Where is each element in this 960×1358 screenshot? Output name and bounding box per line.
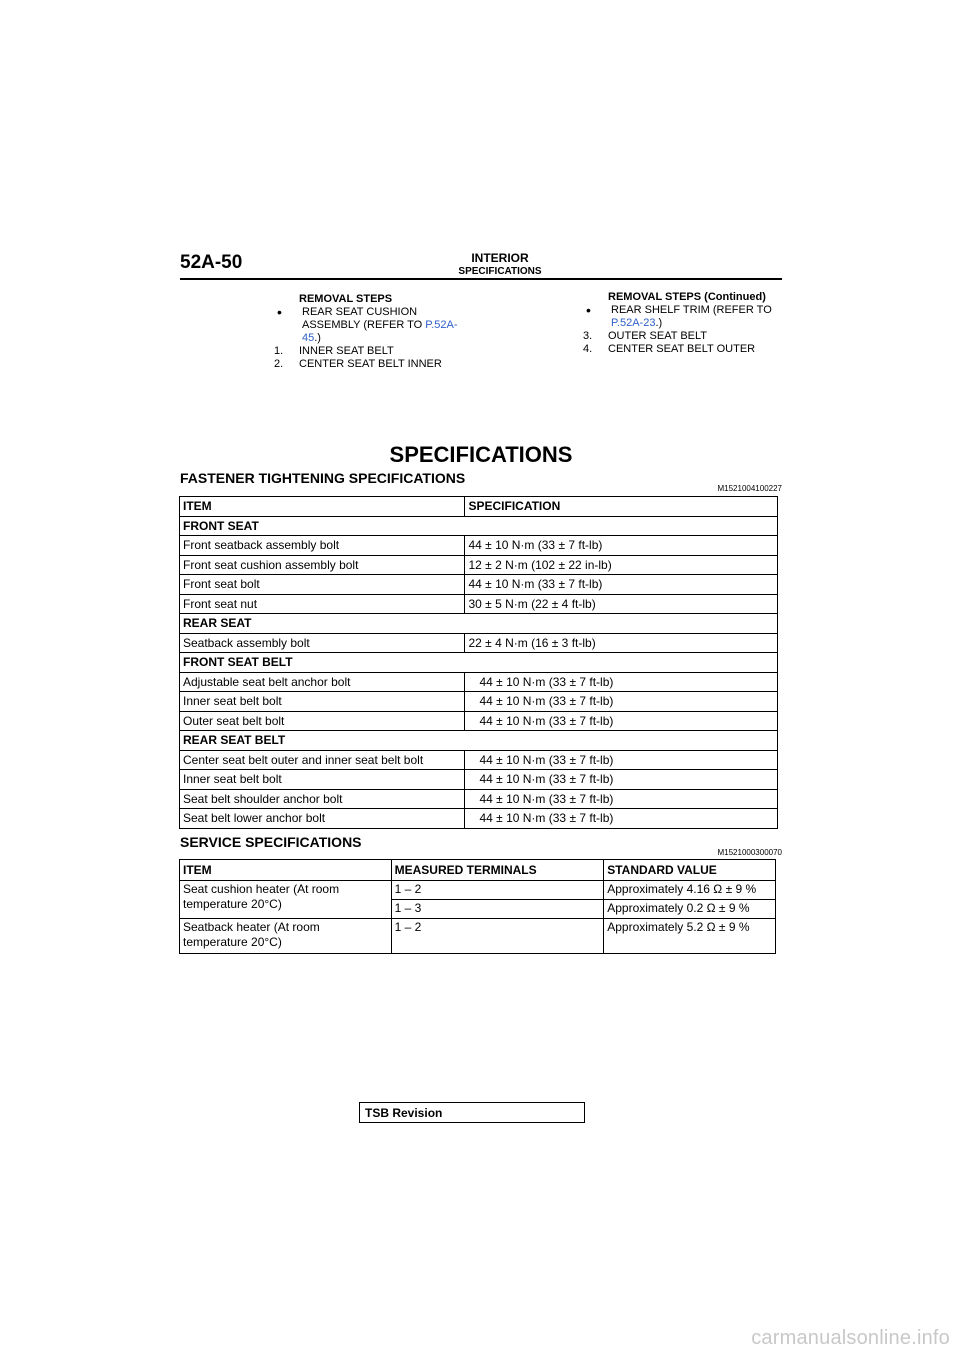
step-number: 1. [274,345,284,357]
item-cell: Seat belt shoulder anchor bolt [180,789,465,809]
page-number: 52A-50 [180,252,243,273]
group-name: REAR SEAT BELT [180,731,778,751]
item-cell: Seatback assembly bolt [180,633,465,653]
bullet-marker: • [277,304,282,320]
item-cell: Seat cushion heater (At room temperature 20°C) [180,881,392,919]
item-cell: Seat belt lower anchor bolt [180,809,465,829]
fastener-section-title: FASTENER TIGHTENING SPECIFICATIONS [180,470,466,486]
item-cell: Front seat bolt [180,575,465,595]
service-section-code: M1521000300070 [717,848,782,857]
group-row [180,614,778,634]
terminals-cell: 1 – 2 [391,881,604,900]
removal-step [274,306,474,345]
section-title: INTERIOR [471,251,529,265]
removal-step-suffix: .) [314,332,321,344]
spec-cell: 44 ± 10 N·m (33 ± 7 ft-lb) [465,770,778,790]
table-row [180,594,778,614]
removal-step-text: OUTER SEAT BELT [608,330,708,342]
service-section-title: SERVICE SPECIFICATIONS [180,834,362,850]
removal-step-text: INNER SEAT BELT [299,345,394,357]
table-header-row [180,860,776,881]
table-header-cell: ITEM [180,497,465,517]
removal-step [274,358,474,371]
spec-cell: 12 ± 2 N·m (102 ± 22 in-lb) [465,555,778,575]
main-title: SPECIFICATIONS [389,442,573,467]
page-reference-link[interactable]: P.52A-23 [611,317,656,329]
group-row [180,731,778,751]
table-header-cell: ITEM [180,860,392,881]
table-header-row [180,497,778,517]
removal-step-suffix: .) [655,317,663,329]
item-cell: Center seat belt outer and inner seat belt bolt [180,750,465,770]
removal-step-text: REAR SHELF TRIM (REFER TO [611,304,772,316]
page-reference-link[interactable]: P.52A-45 [302,319,458,344]
table-header-cell: STANDARD VALUE [604,860,776,881]
spec-cell: 44 ± 10 N·m (33 ± 7 ft-lb) [465,809,778,829]
section-subtitle: SPECIFICATIONS [458,266,542,277]
removal-step [583,330,783,343]
table-row [180,711,778,731]
fastener-section-code: M1521004100227 [717,484,782,493]
table-row [180,575,778,595]
removal-step [274,345,474,358]
item-cell: Front seatback assembly bolt [180,536,465,556]
spec-cell: 30 ± 5 N·m (22 ± 4 ft-lb) [465,594,778,614]
table-row [180,672,778,692]
header-rule [180,278,782,280]
table-row [180,919,776,954]
spec-cell: 44 ± 10 N·m (33 ± 7 ft-lb) [465,672,778,692]
item-cell: Front seat nut [180,594,465,614]
watermark: carmanualsonline.info [751,1327,950,1349]
spec-cell: 44 ± 10 N·m (33 ± 7 ft-lb) [465,536,778,556]
table-row [180,770,778,790]
terminals-cell: 1 – 2 [391,919,604,954]
item-cell: Inner seat belt bolt [180,770,465,790]
table-row [180,633,778,653]
table-row [180,809,778,829]
spec-cell: 44 ± 10 N·m (33 ± 7 ft-lb) [465,750,778,770]
standard-value-cell: Approximately 5.2 Ω ± 9 % [604,919,776,954]
item-cell: Seatback heater (At room temperature 20°C) [180,919,392,954]
table-header-cell: MEASURED TERMINALS [391,860,604,881]
tsb-revision-box: TSB Revision [359,1102,585,1123]
bullet-marker: • [586,302,591,318]
terminals-cell: 1 – 3 [391,900,604,919]
spec-cell: 22 ± 4 N·m (16 ± 3 ft-lb) [465,633,778,653]
removal-step-text: CENTER SEAT BELT OUTER [608,343,756,355]
table-row [180,536,778,556]
standard-value-cell: Approximately 0.2 Ω ± 9 % [604,900,776,919]
removal-step [583,343,783,356]
removal-steps-title: REMOVAL STEPS [299,293,393,305]
table-row [180,789,778,809]
group-name: FRONT SEAT [180,516,778,536]
spec-cell: 44 ± 10 N·m (33 ± 7 ft-lb) [465,711,778,731]
fastener-table [179,496,778,829]
removal-steps-title: REMOVAL STEPS (Continued) [608,291,766,303]
removal-steps-left [274,293,474,371]
group-name: FRONT SEAT BELT [180,653,778,673]
group-row [180,516,778,536]
step-number: 4. [583,343,593,355]
step-number: 2. [274,358,284,370]
removal-steps-right [583,291,783,356]
table-row [180,881,776,900]
table-row [180,692,778,712]
group-name: REAR SEAT [180,614,778,634]
removal-step [583,304,783,330]
item-cell: Front seat cushion assembly bolt [180,555,465,575]
item-cell: Outer seat belt bolt [180,711,465,731]
removal-step-text: CENTER SEAT BELT INNER [299,358,442,370]
table-header-cell: SPECIFICATION [465,497,778,517]
item-cell: Inner seat belt bolt [180,692,465,712]
spec-cell: 44 ± 10 N·m (33 ± 7 ft-lb) [465,789,778,809]
standard-value-cell: Approximately 4.16 Ω ± 9 % [604,881,776,900]
step-number: 3. [583,330,593,342]
table-row [180,555,778,575]
group-row [180,653,778,673]
spec-cell: 44 ± 10 N·m (33 ± 7 ft-lb) [465,692,778,712]
table-row [180,750,778,770]
spec-cell: 44 ± 10 N·m (33 ± 7 ft-lb) [465,575,778,595]
service-table [179,859,776,954]
removal-step-text: REAR SEAT CUSHION ASSEMBLY (REFER TO [302,306,426,331]
item-cell: Adjustable seat belt anchor bolt [180,672,465,692]
